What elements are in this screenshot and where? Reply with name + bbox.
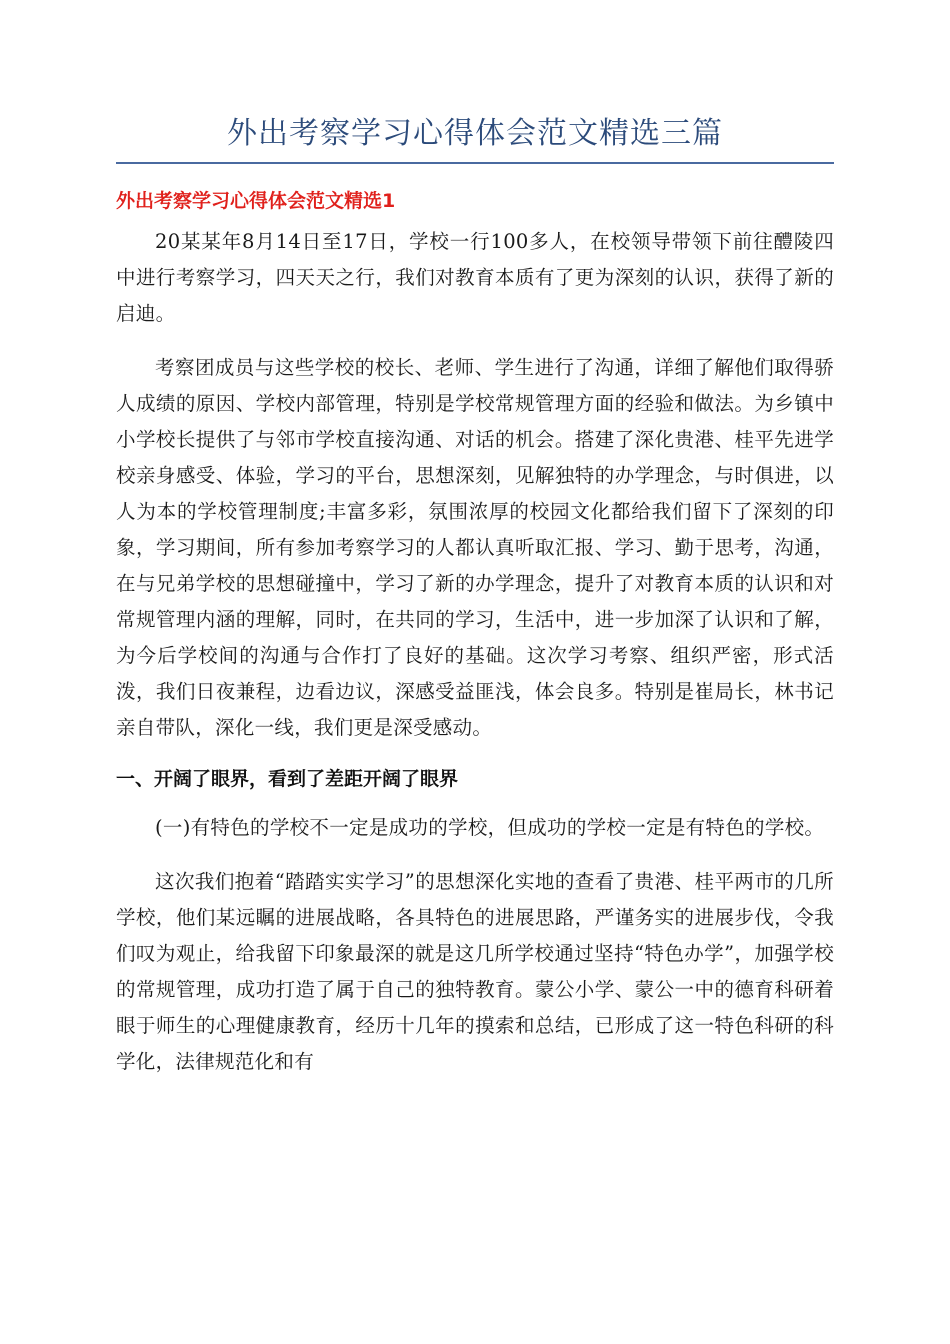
section-heading: 外出考察学习心得体会范文精选1: [116, 190, 396, 212]
paragraph-3: (一)有特色的学校不一定是成功的学校，但成功的学校一定是有特色的学校。: [155, 816, 825, 839]
paragraph-2: 考察团成员与这些学校的校长、老师、学生进行了沟通，详细了解他们取得骄人成绩的原因、学校内部管理，特别是学校常规管理方面的经验和做法。为乡镇中小学校长提供了与邻市学校直接沟通、对话的机会。搭建了深化贵港、桂平先进学校亲身感受、体验，学习的平台，思想深刻，见解独特的办学理念，与时俱进，以人为本的学校管理制度;丰富多彩，氛围浓厚的校园文化都给我们留下了深刻的印象，学习期间，所有参加考察学习的人都认真听取汇报、学习、勤于思考，沟通，在与兄弟学校的思想碰撞中，学习了新的办学理念，提升了对教育本质的认识和对常规管理内涵的理解，同时，在共同的学习，生活中，进一步加深了认识和了解，为今后学校间的沟通与合作打了良好的基础。这次学习考察、组织严密，形式活泼，我们日夜兼程，边看边议，深感受益匪浅，体会良多。特别是崔局长，林书记亲自带队，深化一线，我们更是深受感动。: [116, 356, 834, 739]
document-title: 外出考察学习心得体会范文精选三篇: [227, 116, 723, 151]
paragraph-4: 这次我们抱着“踏踏实实学习”的思想深化实地的查看了贵港、桂平两市的几所学校，他们某远瞩的进展战略，各具特色的进展思路，严谨务实的进展步伐，令我们叹为观止，给我留下印象最深的就是这几所学校通过坚持“特色办学”，加强学校的常规管理，成功打造了属于自己的独特教育。蒙公小学、蒙公一中的德育科研着眼于师生的心理健康教育，经历十几年的摸索和总结，已形成了这一特色科研的科学化，法律规范化和有: [116, 870, 834, 1073]
document-page: [116, 110, 834, 1098]
title-divider: [116, 162, 834, 164]
paragraph-1: 20某某年8月14日至17日，学校一行100多人，在校领导带领下前往醴陵四中进行考察学习，四天天之行，我们对教育本质有了更为深刻的认识，获得了新的启迪。: [116, 230, 834, 325]
sub-heading: 一、开阔了眼界，看到了差距开阔了眼界: [116, 768, 459, 790]
